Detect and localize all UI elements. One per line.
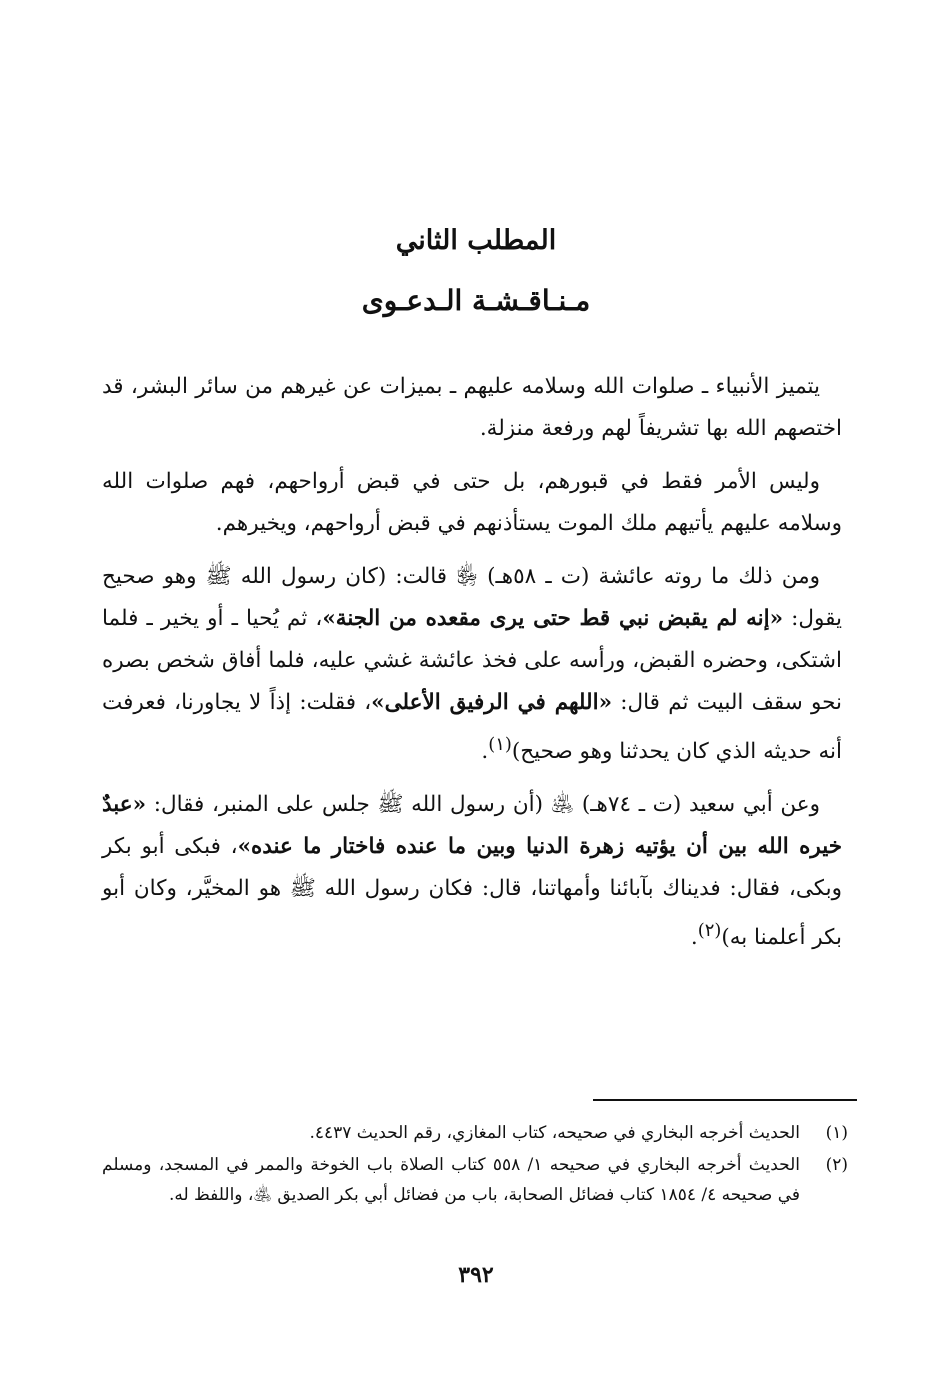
paragraph-3-text-b: ، ثم يُحيا ـ أو يخير ـ فلما اشتكى، وحضره القبض، ورأسه على فخذ عائشة غشي عليه، فلما أفاق شخص بصره نحو سقف البيت ثم قال:	[102, 606, 842, 715]
section-subtitle: مـنـاقـشـة الـدعـوى	[361, 284, 591, 317]
hadith-quote-3: «عبدٌ خيره الله بين أن يؤتيه زهرة الدنيا وبين ما عنده فاختار ما عنده»	[102, 792, 842, 860]
paragraph-3-text-c: ، فقلت: إذاً لا يجاورنا، فعرفت أنه حديثه الذي كان يحدثنا وهو صحيح)	[102, 690, 842, 765]
paragraph-3-text-a: ومن ذلك ما روته عائشة (ت ـ ٥٨هـ) ﵂ قالت: (كان رسول الله ﷺ وهو صحيح يقول:	[102, 564, 843, 631]
section-title: المطلب الثاني	[395, 225, 557, 256]
footnote-text: الحديث أخرجه البخاري في صحيحه، كتاب المغازي، رقم الحديث ٤٤٣٧.	[309, 1123, 800, 1143]
hadith-quote-2: «اللهم في الرفيق الأعلى»	[371, 690, 613, 715]
footnote-2	[102, 1150, 848, 1210]
paragraph-3	[102, 556, 842, 773]
footnote-ref-1: (١)	[488, 734, 512, 755]
section-header	[0, 218, 952, 324]
footnote-divider	[593, 1099, 857, 1101]
footnotes	[102, 1118, 848, 1212]
footnote-number: (١)	[825, 1123, 848, 1143]
paragraph-4-text-a: وعن أبي سعيد (ت ـ ٧٤هـ) ﵁ (أن رسول الله ﷺ جلس على المنبر، فقال:	[146, 792, 820, 818]
paragraph-1: يتميز الأنبياء ـ صلوات الله وسلامه عليهم ـ بميزات عن غيرهم من سائر البشر، قد اختصهم الله بها تشريفاً لهم ورفعة منزلة.	[102, 374, 842, 441]
footnote-1	[102, 1118, 848, 1148]
paragraph-3-period: .	[481, 739, 489, 765]
footnote-text: الحديث أخرجه البخاري في صحيحه ١/ ٥٥٨ كتاب الصلاة باب الخوخة والممر في المسجد، ومسلم في صحيحه ٤/ ١٨٥٤ كتاب فضائل الصحابة، باب من فضائل أبي بكر الصديق ﵁، واللفظ له.	[102, 1155, 800, 1205]
footnote-ref-2: (٢)	[697, 920, 722, 942]
hadith-quote-1: «إنه لم يقبض نبي قط حتى يرى مقعده من الجنة»	[322, 606, 784, 631]
paragraph-2: وليس الأمر فقط في قبورهم، بل حتى في قبض أرواحهم، فهم صلوات الله وسلامه عليهم يأتيهم ملك الموت يستأذنهم في قبض أرواحهم، ويخيرهم.	[102, 469, 842, 536]
paragraph-4-period: .	[690, 925, 698, 951]
paragraph-4-text-b: ، فبكى أبو بكر وبكى، فقال: فديناك بآبائنا وأمهاتنا، قال: فكان رسول الله ﷺ هو المخيَّر، وكان أبو بكر أعلمنا به)	[102, 834, 842, 951]
page-number: ٣٩٢	[458, 1262, 494, 1288]
main-text	[102, 366, 842, 970]
paragraph-4	[102, 784, 842, 959]
footnote-number: (٢)	[825, 1155, 848, 1175]
